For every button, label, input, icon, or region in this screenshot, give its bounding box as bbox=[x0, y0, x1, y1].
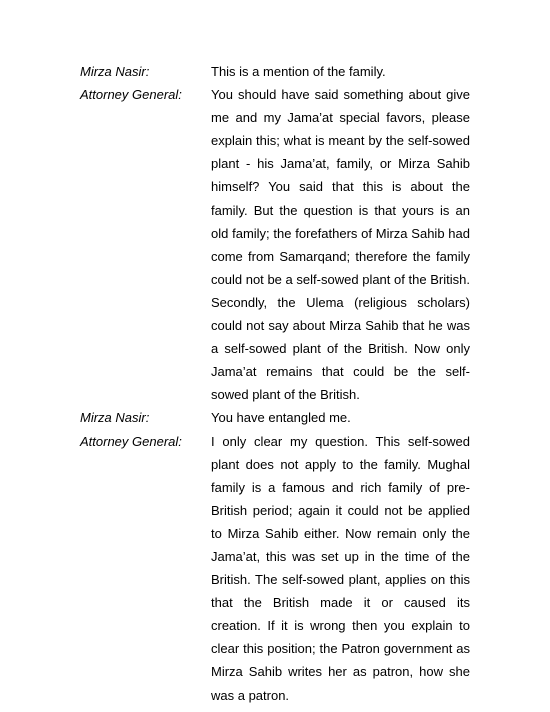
speech-text: This is a mention of the family. bbox=[211, 64, 386, 79]
speech-text: I only clear my question. This self-sowed plant does not apply to the family. Mughal family is a famous and rich family of pre-British period; again it could not be applied to Mirza Sahib either. Now remain only the Jama’at, this was set up in the time of the British. The self-sowed plant, applies on this that the British made it or caused its creation. If it is wrong then you explain to clear this position; the Patron government as Mirza Sahib writes her as patron, how she was a patron. bbox=[211, 433, 470, 703]
speaker-name: Attorney General: bbox=[80, 87, 182, 103]
transcript-dialogue bbox=[80, 60, 470, 707]
speaker-name: Mirza Nasir: bbox=[80, 64, 150, 79]
dialogue-entry bbox=[80, 83, 470, 406]
speaker-name: Attorney General: bbox=[80, 433, 182, 449]
dialogue-entry bbox=[80, 430, 470, 707]
dialogue-entry bbox=[80, 406, 470, 429]
speaker-name: Mirza Nasir: bbox=[80, 410, 150, 426]
dialogue-entry bbox=[80, 60, 470, 83]
speech-text: You should have said something about give me and my Jama’at special favors, please explain this; what is meant by the self-sowed plant - his Jama’at, family, or Mirza Sahib himself? You said that this is about the family. But the question is that yours is an old family; the forefathers of Mirza Sahib had come from Samarqand; therefore the family could not be a self-sowed plant of the British. Secondly, the Ulema (religious scholars) could not say about Mirza Sahib that he was a self-sowed plant of the British. Now only Jama’at remains that could be the self-sowed plant of the British. bbox=[211, 87, 470, 403]
speech-text: You have entangled me. bbox=[211, 410, 351, 426]
